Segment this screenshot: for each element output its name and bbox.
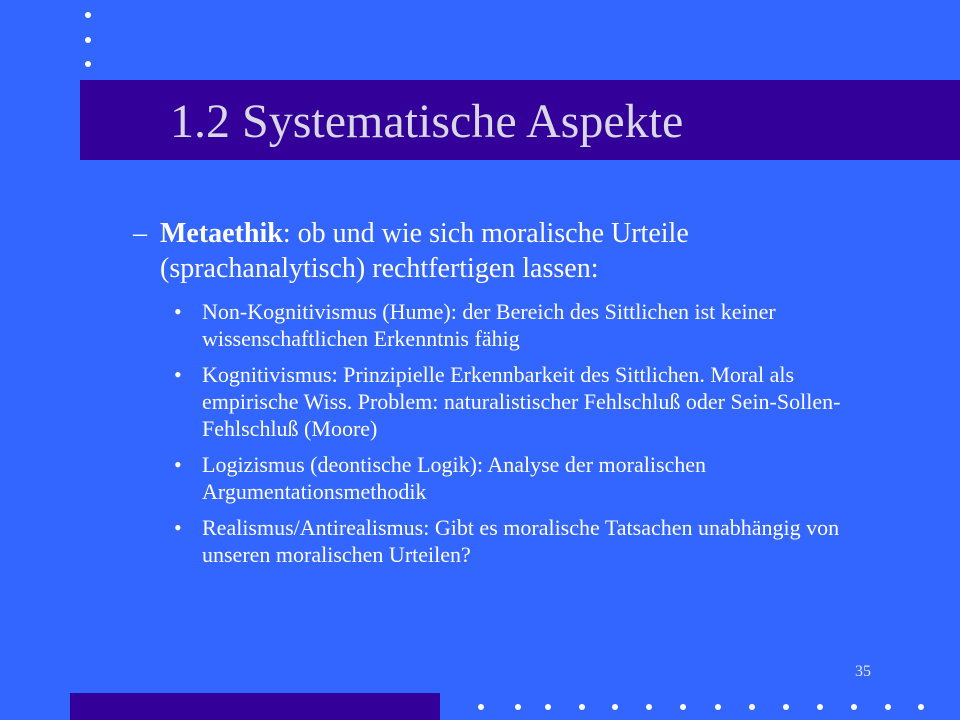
decor-dot xyxy=(851,704,857,710)
main-bullet-text xyxy=(160,216,820,286)
decor-dot xyxy=(885,704,891,710)
decor-dot xyxy=(817,704,823,710)
decor-dot xyxy=(646,704,652,710)
list-item-text: Realismus/Antirealismus: Gibt es moralische Tatsachen unabhängig von unseren moralischen Urteilen? xyxy=(202,515,840,567)
list-item xyxy=(170,451,850,505)
decor-dot xyxy=(85,61,91,67)
slide-title: 1.2 Systematische Aspekte xyxy=(170,95,684,148)
list-item-text: Kognitivismus: Prinzipielle Erkennbarkeit des Sittlichen. Moral als empirische Wiss. Problem: naturalistischer Fehlschluß oder Sein-Sollen-Fehlschluß (Moore) xyxy=(202,362,841,441)
decor-dot xyxy=(515,704,521,710)
sub-bullet-list xyxy=(170,298,850,577)
list-item-text: Logizismus (deontische Logik): Analyse der moralischen Argumentationsmethodik xyxy=(202,452,707,504)
decor-dot xyxy=(918,704,924,710)
term-metaethik: Metaethik xyxy=(160,218,283,249)
list-item xyxy=(170,361,850,442)
main-bullet-item xyxy=(120,216,820,286)
decor-dot xyxy=(579,704,585,710)
decor-dot xyxy=(478,704,484,710)
bullet-dot: • xyxy=(174,299,182,324)
decor-dot xyxy=(680,704,686,710)
page-number: 35 xyxy=(855,663,871,680)
decor-dot xyxy=(715,704,721,710)
list-item xyxy=(170,514,850,568)
decor-dot xyxy=(783,704,789,710)
list-item-text: Non-Kognitivismus (Hume): der Bereich des Sittlichen ist keiner wissenschaftlichen Erkenntnis fähig xyxy=(202,299,776,351)
dash-bullet: – xyxy=(133,218,147,249)
list-item xyxy=(170,298,850,352)
footer-bar xyxy=(70,693,440,720)
decor-dot xyxy=(85,12,91,18)
bullet-dot: • xyxy=(174,515,182,540)
main-bullet-description: : ob und wie sich moralische Urteile (sprachanalytisch) rechtfertigen lassen: xyxy=(160,218,689,284)
decor-dot xyxy=(612,704,618,710)
decor-dot xyxy=(545,704,551,710)
bullet-dot: • xyxy=(174,452,182,477)
decor-dot xyxy=(85,37,91,43)
bullet-dot: • xyxy=(174,362,182,387)
decor-dot xyxy=(749,704,755,710)
